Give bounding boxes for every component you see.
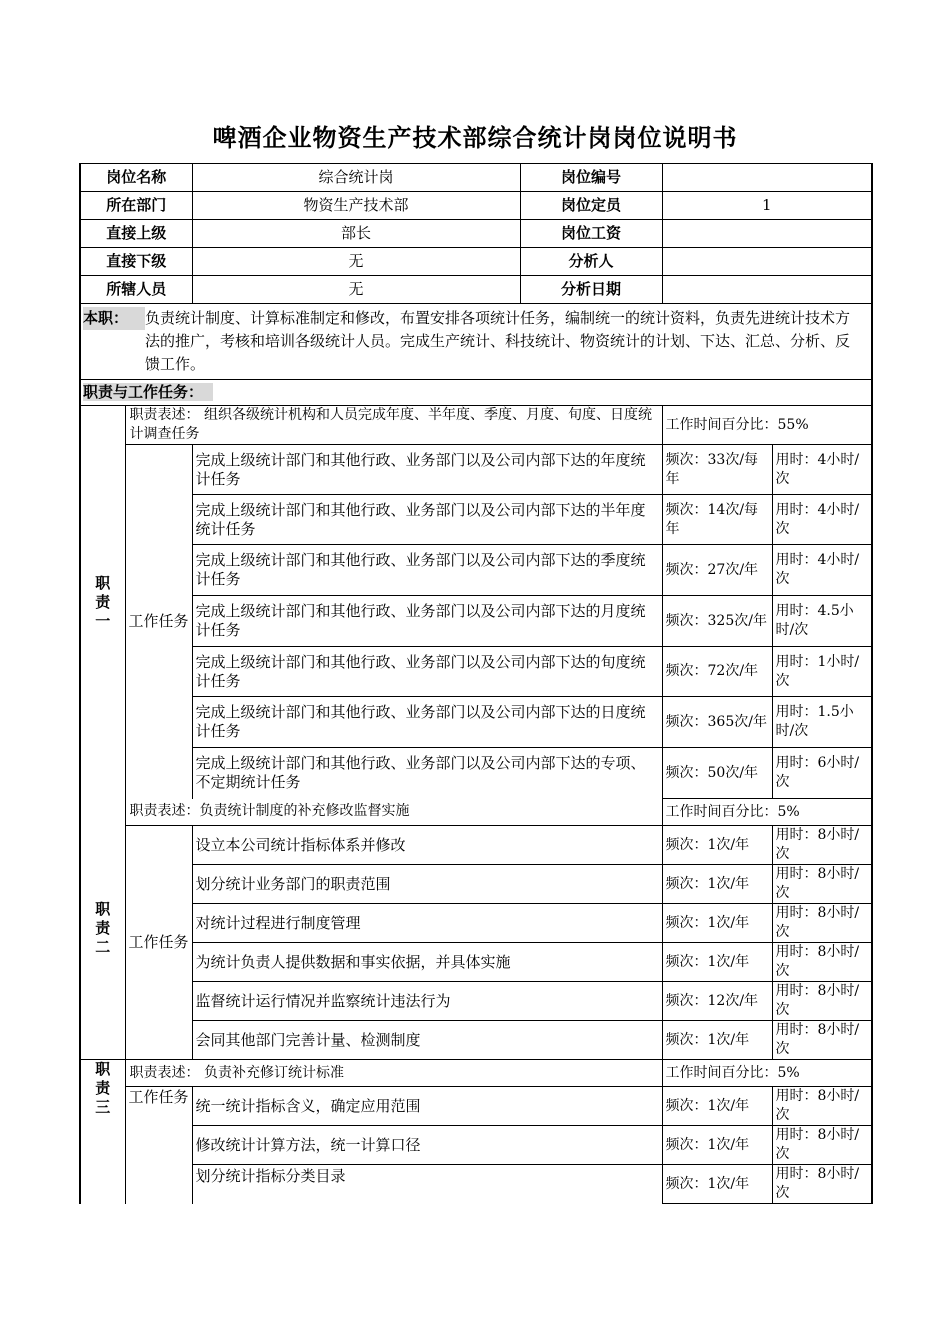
label-analysis-date: 分析日期 [561, 280, 622, 298]
duty3-task-row [80, 1165, 872, 1204]
duty1-task-row [80, 596, 872, 647]
duty3-task-duration: 用时：8小时/次 [772, 1087, 872, 1126]
duty2-task-row [80, 982, 872, 1021]
duty1-task-frequency: 频次：27次/年 [662, 545, 772, 596]
duty3-task-label: 工作任务 [125, 1087, 192, 1204]
duty1-task-row [80, 495, 872, 545]
value-analyst [662, 248, 872, 276]
duty3-task-text: 划分统计指标分类目录 [192, 1165, 662, 1204]
duty2-task-text: 监督统计运行情况并监察统计违法行为 [192, 982, 662, 1021]
duty1-task-duration: 用时：1小时/次 [772, 647, 872, 697]
section-title: 职责与工作任务： [83, 383, 213, 401]
duty1-task-duration: 用时：6小时/次 [772, 748, 872, 799]
value-position-id [662, 164, 872, 192]
duty3-task-text: 修改统计计算方法，统一计算口径 [192, 1126, 662, 1165]
info-row-superior [80, 220, 872, 248]
duty2-task-row [80, 826, 872, 865]
info-row-position-name [80, 164, 872, 192]
duty3-task-row [80, 1087, 872, 1126]
duty1-task-text: 完成上级统计部门和其他行政、业务部门以及公司内部下达的日度统计任务 [192, 697, 662, 748]
value-staff: 无 [193, 276, 521, 303]
duty2-task-text: 会同其他部门完善计量、检测制度 [192, 1021, 662, 1060]
duty1-task-frequency: 频次：325次/年 [662, 596, 772, 647]
label-position-id: 岗位编号 [561, 168, 622, 186]
label-staff: 所辖人员 [80, 276, 192, 304]
duty3-task-duration: 用时：8小时/次 [772, 1165, 872, 1204]
duty1-task-text: 完成上级统计部门和其他行政、业务部门以及公司内部下达的年度统计任务 [192, 445, 662, 495]
duty1-task-frequency: 频次：14次/每年 [662, 495, 772, 545]
info-row-staff [80, 276, 872, 304]
duty1-task-label: 工作任务 [125, 445, 192, 799]
duty3-task-frequency: 频次：1次/年 [662, 1165, 772, 1204]
value-superior: 部长 [193, 220, 521, 247]
duty1-task-duration: 用时：4小时/次 [772, 545, 872, 596]
label-position-name: 岗位名称 [80, 164, 192, 192]
duty1-task-duration: 用时：1.5小时/次 [772, 697, 872, 748]
duty1-task-text: 完成上级统计部门和其他行政、业务部门以及公司内部下达的半年度统计任务 [192, 495, 662, 545]
duty3-label: 职责三 [80, 1060, 125, 1204]
duty1-description: 职责表述： 组织各级统计机构和人员完成年度、半年度、季度、月度、旬度、日度统计调查任务 [125, 406, 662, 445]
duty2-task-frequency: 频次：1次/年 [662, 904, 772, 943]
duty1-task-row [80, 647, 872, 697]
label-subordinate: 直接下级 [80, 248, 192, 276]
label-salary: 岗位工资 [561, 224, 622, 242]
duty2-task-text: 设立本公司统计指标体系并修改 [192, 826, 662, 865]
duty2-label: 职责二 [80, 799, 125, 1060]
duty3-task-row [80, 1126, 872, 1165]
duty2-task-frequency: 频次：1次/年 [662, 1021, 772, 1060]
duty1-task-duration: 用时：4小时/次 [772, 445, 872, 495]
document-title: 啤酒企业物资生产技术部综合统计岗岗位说明书 [212, 124, 738, 152]
duty2-task-duration: 用时：8小时/次 [772, 826, 872, 865]
duty3-task-duration: 用时：8小时/次 [772, 1126, 872, 1165]
info-row-subordinate [80, 248, 872, 276]
duty2-task-frequency: 频次：1次/年 [662, 865, 772, 904]
duty2-task-label: 工作任务 [125, 826, 192, 1060]
duty1-task-row [80, 445, 872, 495]
duty3-desc-row [80, 1060, 872, 1087]
duty2-task-row [80, 904, 872, 943]
duty2-task-duration: 用时：8小时/次 [772, 904, 872, 943]
duty3-time-percent: 工作时间百分比：5% [662, 1060, 872, 1087]
label-analyst: 分析人 [568, 252, 614, 270]
duty2-task-frequency: 频次：1次/年 [662, 826, 772, 865]
duty2-task-duration: 用时：8小时/次 [772, 1021, 872, 1060]
duty2-task-duration: 用时：8小时/次 [772, 865, 872, 904]
duty2-task-row [80, 1021, 872, 1060]
duty2-task-duration: 用时：8小时/次 [772, 982, 872, 1021]
label-department: 所在部门 [80, 192, 192, 220]
duty3-task-text: 统一统计指标含义，确定应用范围 [192, 1087, 662, 1126]
job-description-table [79, 163, 873, 1204]
duty1-task-duration: 用时：4小时/次 [772, 495, 872, 545]
value-headcount: 1 [662, 192, 872, 220]
value-department: 物资生产技术部 [193, 192, 521, 219]
duty1-task-text: 完成上级统计部门和其他行政、业务部门以及公司内部下达的月度统计任务 [192, 596, 662, 647]
label-superior: 直接上级 [80, 220, 192, 248]
duty1-task-frequency: 频次：365次/年 [662, 697, 772, 748]
core-duty-text: 负责统计制度、计算标准制定和修改，布置安排各项统计任务，编制统一的统计资料，负责先进统计技术方法的推广，考核和培训各级统计人员。完成生产统计、科技统计、物资统计的计划、下达、汇总、分析、反馈工作。 [145, 309, 851, 373]
duty2-task-row [80, 943, 872, 982]
duty3-task-frequency: 频次：1次/年 [662, 1126, 772, 1165]
duty2-time-percent: 工作时间百分比：5% [662, 799, 872, 826]
value-salary [662, 220, 872, 248]
core-duty-label: 本职： [83, 307, 145, 330]
duty2-task-text: 划分统计业务部门的职责范围 [192, 865, 662, 904]
duty2-task-frequency: 频次：1次/年 [662, 943, 772, 982]
value-subordinate: 无 [193, 248, 521, 275]
duty1-task-row [80, 545, 872, 596]
duty1-task-row [80, 697, 872, 748]
duty1-task-duration: 用时：4.5小时/次 [772, 596, 872, 647]
duty2-task-frequency: 频次：12次/年 [662, 982, 772, 1021]
label-headcount: 岗位定员 [561, 196, 622, 214]
info-row-department [80, 192, 872, 220]
duty1-time-percent: 工作时间百分比：55% [662, 406, 872, 445]
duty2-description: 职责表述：负责统计制度的补充修改监督实施 [125, 799, 662, 826]
duty1-task-text: 完成上级统计部门和其他行政、业务部门以及公司内部下达的旬度统计任务 [192, 647, 662, 697]
duty1-task-frequency: 频次：50次/年 [662, 748, 772, 799]
duty1-desc-row [80, 406, 872, 445]
duty2-desc-row [80, 799, 872, 826]
value-analysis-date [662, 276, 872, 304]
section-title-row [80, 380, 872, 406]
value-position-name: 综合统计岗 [193, 164, 521, 191]
duty1-task-frequency: 频次：33次/每年 [662, 445, 772, 495]
duty1-task-text: 完成上级统计部门和其他行政、业务部门以及公司内部下达的季度统计任务 [192, 545, 662, 596]
duty1-task-frequency: 频次：72次/年 [662, 647, 772, 697]
core-duty-row [80, 304, 872, 380]
duty2-task-text: 为统计负责人提供数据和事实依据，并具体实施 [192, 943, 662, 982]
duty3-task-frequency: 频次：1次/年 [662, 1087, 772, 1126]
duty2-task-text: 对统计过程进行制度管理 [192, 904, 662, 943]
duty2-task-row [80, 865, 872, 904]
duty3-description: 职责表述： 负责补充修订统计标准 [125, 1060, 662, 1087]
duty1-task-row [80, 748, 872, 799]
duty2-task-duration: 用时：8小时/次 [772, 943, 872, 982]
duty1-label: 职责一 [80, 406, 125, 799]
duty1-task-text: 完成上级统计部门和其他行政、业务部门以及公司内部下达的专项、不定期统计任务 [192, 748, 662, 799]
